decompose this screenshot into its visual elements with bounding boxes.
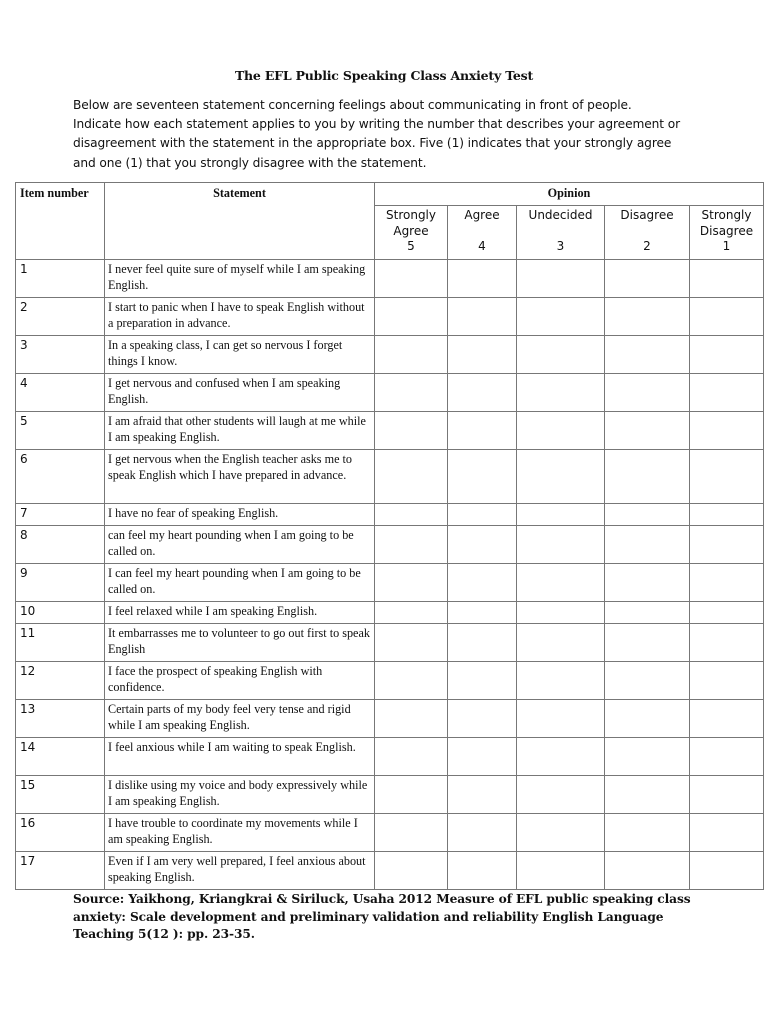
answer-cell[interactable] <box>517 504 605 526</box>
item-number-cell: 2 <box>16 298 105 336</box>
anxiety-test-table <box>15 182 764 890</box>
answer-cell[interactable] <box>605 374 690 412</box>
statement-cell: I start to panic when I have to speak English without a preparation in advance. <box>105 298 375 336</box>
statement-cell: I am afraid that other students will laugh at me while I am speaking English. <box>105 412 375 450</box>
answer-cell[interactable] <box>375 526 448 564</box>
opinion-option-label: Strongly Disagree <box>699 208 754 238</box>
answer-cell[interactable] <box>517 298 605 336</box>
answer-cell[interactable] <box>690 776 764 814</box>
answer-cell[interactable] <box>690 336 764 374</box>
table-row <box>16 412 764 450</box>
table-row <box>16 526 764 564</box>
answer-cell[interactable] <box>605 814 690 852</box>
answer-cell[interactable] <box>448 624 517 662</box>
answer-cell[interactable] <box>517 624 605 662</box>
answer-cell[interactable] <box>375 260 448 298</box>
answer-cell[interactable] <box>375 564 448 602</box>
source-citation <box>73 891 723 944</box>
table-row <box>16 700 764 738</box>
answer-cell[interactable] <box>517 814 605 852</box>
answer-cell[interactable] <box>690 450 764 504</box>
answer-cell[interactable] <box>517 564 605 602</box>
answer-cell[interactable] <box>690 564 764 602</box>
answer-cell[interactable] <box>375 374 448 412</box>
statement-cell: can feel my heart pounding when I am going to be called on. <box>105 526 375 564</box>
opinion-option-header <box>448 206 517 260</box>
opinion-option-value: 1 <box>722 239 731 253</box>
answer-cell[interactable] <box>605 450 690 504</box>
opinion-option-label: Strongly Agree <box>386 208 436 238</box>
answer-cell[interactable] <box>517 602 605 624</box>
answer-cell[interactable] <box>605 624 690 662</box>
statement-cell: I can feel my heart pounding when I am going to be called on. <box>105 564 375 602</box>
answer-cell[interactable] <box>605 336 690 374</box>
answer-cell[interactable] <box>690 700 764 738</box>
answer-cell[interactable] <box>375 776 448 814</box>
answer-cell[interactable] <box>517 738 605 776</box>
opinion-option-header <box>605 206 690 260</box>
table-row <box>16 602 764 624</box>
table-row <box>16 260 764 298</box>
answer-cell[interactable] <box>605 602 690 624</box>
opinion-option-header <box>690 206 764 260</box>
opinion-option-header <box>517 206 605 260</box>
table-row <box>16 662 764 700</box>
answer-cell[interactable] <box>448 412 517 450</box>
answer-cell[interactable] <box>605 298 690 336</box>
answer-cell[interactable] <box>448 564 517 602</box>
answer-cell[interactable] <box>690 526 764 564</box>
answer-cell[interactable] <box>517 526 605 564</box>
statement-cell: I dislike using my voice and body expressively while I am speaking English. <box>105 776 375 814</box>
statement-cell: I feel relaxed while I am speaking English. <box>105 602 375 624</box>
opinion-header: Opinion <box>375 183 764 206</box>
answer-cell[interactable] <box>448 738 517 776</box>
answer-cell[interactable] <box>690 374 764 412</box>
answer-cell[interactable] <box>690 298 764 336</box>
item-number-cell: 15 <box>16 776 105 814</box>
opinion-option-value: 4 <box>478 239 486 253</box>
answer-cell[interactable] <box>690 504 764 526</box>
item-number-cell: 17 <box>16 852 105 890</box>
statement-header: Statement <box>105 183 375 260</box>
table-row <box>16 336 764 374</box>
answer-cell[interactable] <box>605 738 690 776</box>
instructions-line: and one (1) that you strongly disagree with the statement. <box>73 155 427 170</box>
answer-cell[interactable] <box>690 738 764 776</box>
source-line: anxiety: Scale development and preliminary validation and reliability English Language <box>73 909 664 924</box>
instructions-paragraph <box>73 96 713 173</box>
item-number-cell: 3 <box>16 336 105 374</box>
opinion-option-value: 2 <box>643 239 651 253</box>
opinion-option-value: 5 <box>407 239 415 253</box>
answer-cell[interactable] <box>690 260 764 298</box>
answer-cell[interactable] <box>375 738 448 776</box>
statement-cell: I get nervous and confused when I am speaking English. <box>105 374 375 412</box>
table-row <box>16 374 764 412</box>
table-row <box>16 814 764 852</box>
answer-cell[interactable] <box>448 526 517 564</box>
answer-cell[interactable] <box>375 298 448 336</box>
answer-cell[interactable] <box>375 662 448 700</box>
item-number-cell: 4 <box>16 374 105 412</box>
answer-cell[interactable] <box>375 814 448 852</box>
answer-cell[interactable] <box>517 336 605 374</box>
table-row <box>16 298 764 336</box>
answer-cell[interactable] <box>605 776 690 814</box>
answer-cell[interactable] <box>690 602 764 624</box>
opinion-option-label: Agree <box>464 208 500 222</box>
answer-cell[interactable] <box>690 814 764 852</box>
answer-cell[interactable] <box>690 852 764 890</box>
answer-cell[interactable] <box>448 260 517 298</box>
statement-cell: I have no fear of speaking English. <box>105 504 375 526</box>
answer-cell[interactable] <box>605 852 690 890</box>
item-number-header: Item number <box>16 183 105 260</box>
answer-cell[interactable] <box>375 624 448 662</box>
answer-cell[interactable] <box>517 700 605 738</box>
answer-cell[interactable] <box>448 700 517 738</box>
answer-cell[interactable] <box>605 526 690 564</box>
item-number-cell: 7 <box>16 504 105 526</box>
table-row <box>16 504 764 526</box>
instructions-line: Indicate how each statement applies to you by writing the number that describes your agreement or <box>73 117 680 132</box>
answer-cell[interactable] <box>448 504 517 526</box>
answer-cell[interactable] <box>448 336 517 374</box>
answer-cell[interactable] <box>375 450 448 504</box>
answer-cell[interactable] <box>605 564 690 602</box>
answer-cell[interactable] <box>375 412 448 450</box>
answer-cell[interactable] <box>448 298 517 336</box>
answer-cell[interactable] <box>605 662 690 700</box>
item-number-cell: 12 <box>16 662 105 700</box>
opinion-option-value: 3 <box>556 239 565 253</box>
item-number-cell: 10 <box>16 602 105 624</box>
source-line: Teaching 5(12 ): pp. 23-35. <box>73 927 255 941</box>
statement-cell: It embarrasses me to volunteer to go out first to speak English <box>105 624 375 662</box>
answer-cell[interactable] <box>375 602 448 624</box>
statement-cell: Even if I am very well prepared, I feel anxious about speaking English. <box>105 852 375 890</box>
answer-cell[interactable] <box>690 662 764 700</box>
instructions-line: Below are seventeen statement concerning feelings about communicating in front of people. <box>73 98 632 112</box>
statement-cell: I never feel quite sure of myself while I am speaking English. <box>105 260 375 298</box>
answer-cell[interactable] <box>375 504 448 526</box>
answer-cell[interactable] <box>605 412 690 450</box>
opinion-option-header <box>375 206 448 260</box>
opinion-option-label: Undecided <box>528 208 593 222</box>
document-title: The EFL Public Speaking Class Anxiety Test <box>234 68 534 83</box>
table-row <box>16 776 764 814</box>
table-row <box>16 738 764 776</box>
answer-cell[interactable] <box>517 852 605 890</box>
item-number-cell: 16 <box>16 814 105 852</box>
statement-cell: I get nervous when the English teacher asks me to speak English which I have prepared in advance. <box>105 450 375 504</box>
table-row <box>16 564 764 602</box>
answer-cell[interactable] <box>375 700 448 738</box>
answer-cell[interactable] <box>605 260 690 298</box>
answer-cell[interactable] <box>448 662 517 700</box>
instructions-line: disagreement with the statement in the appropriate box. Five (1) indicates that your strongly agree <box>73 136 672 151</box>
answer-cell[interactable] <box>517 412 605 450</box>
opinion-option-label: Disagree <box>620 208 674 222</box>
statement-cell: In a speaking class, I can get so nervous I forget things I know. <box>105 336 375 374</box>
answer-cell[interactable] <box>375 336 448 374</box>
statement-cell: Certain parts of my body feel very tense and rigid while I am speaking English. <box>105 700 375 738</box>
table-body <box>16 260 764 890</box>
answer-cell[interactable] <box>448 602 517 624</box>
statement-cell: I face the prospect of speaking English with confidence. <box>105 662 375 700</box>
answer-cell[interactable] <box>517 450 605 504</box>
answer-cell[interactable] <box>690 624 764 662</box>
answer-cell[interactable] <box>448 852 517 890</box>
item-number-cell: 11 <box>16 624 105 662</box>
statement-cell: I feel anxious while I am waiting to speak English. <box>105 738 375 776</box>
table-row <box>16 450 764 504</box>
item-number-cell: 9 <box>16 564 105 602</box>
answer-cell[interactable] <box>517 260 605 298</box>
table-row <box>16 852 764 890</box>
answer-cell[interactable] <box>448 450 517 504</box>
statement-cell: I have trouble to coordinate my movements while I am speaking English. <box>105 814 375 852</box>
answer-cell[interactable] <box>375 852 448 890</box>
answer-cell[interactable] <box>517 374 605 412</box>
answer-cell[interactable] <box>605 700 690 738</box>
answer-cell[interactable] <box>605 504 690 526</box>
source-line: Source: Yaikhong, Kriangkrai & Siriluck, Usaha 2012 Measure of EFL public speaking class <box>73 892 691 906</box>
answer-cell[interactable] <box>517 776 605 814</box>
answer-cell[interactable] <box>448 374 517 412</box>
item-number-cell: 8 <box>16 526 105 564</box>
item-number-cell: 1 <box>16 260 105 298</box>
item-number-cell: 14 <box>16 738 105 776</box>
answer-cell[interactable] <box>517 662 605 700</box>
item-number-cell: 13 <box>16 700 105 738</box>
answer-cell[interactable] <box>690 412 764 450</box>
item-number-cell: 6 <box>16 450 105 504</box>
table-row <box>16 624 764 662</box>
answer-cell[interactable] <box>448 776 517 814</box>
item-number-cell: 5 <box>16 412 105 450</box>
answer-cell[interactable] <box>448 814 517 852</box>
